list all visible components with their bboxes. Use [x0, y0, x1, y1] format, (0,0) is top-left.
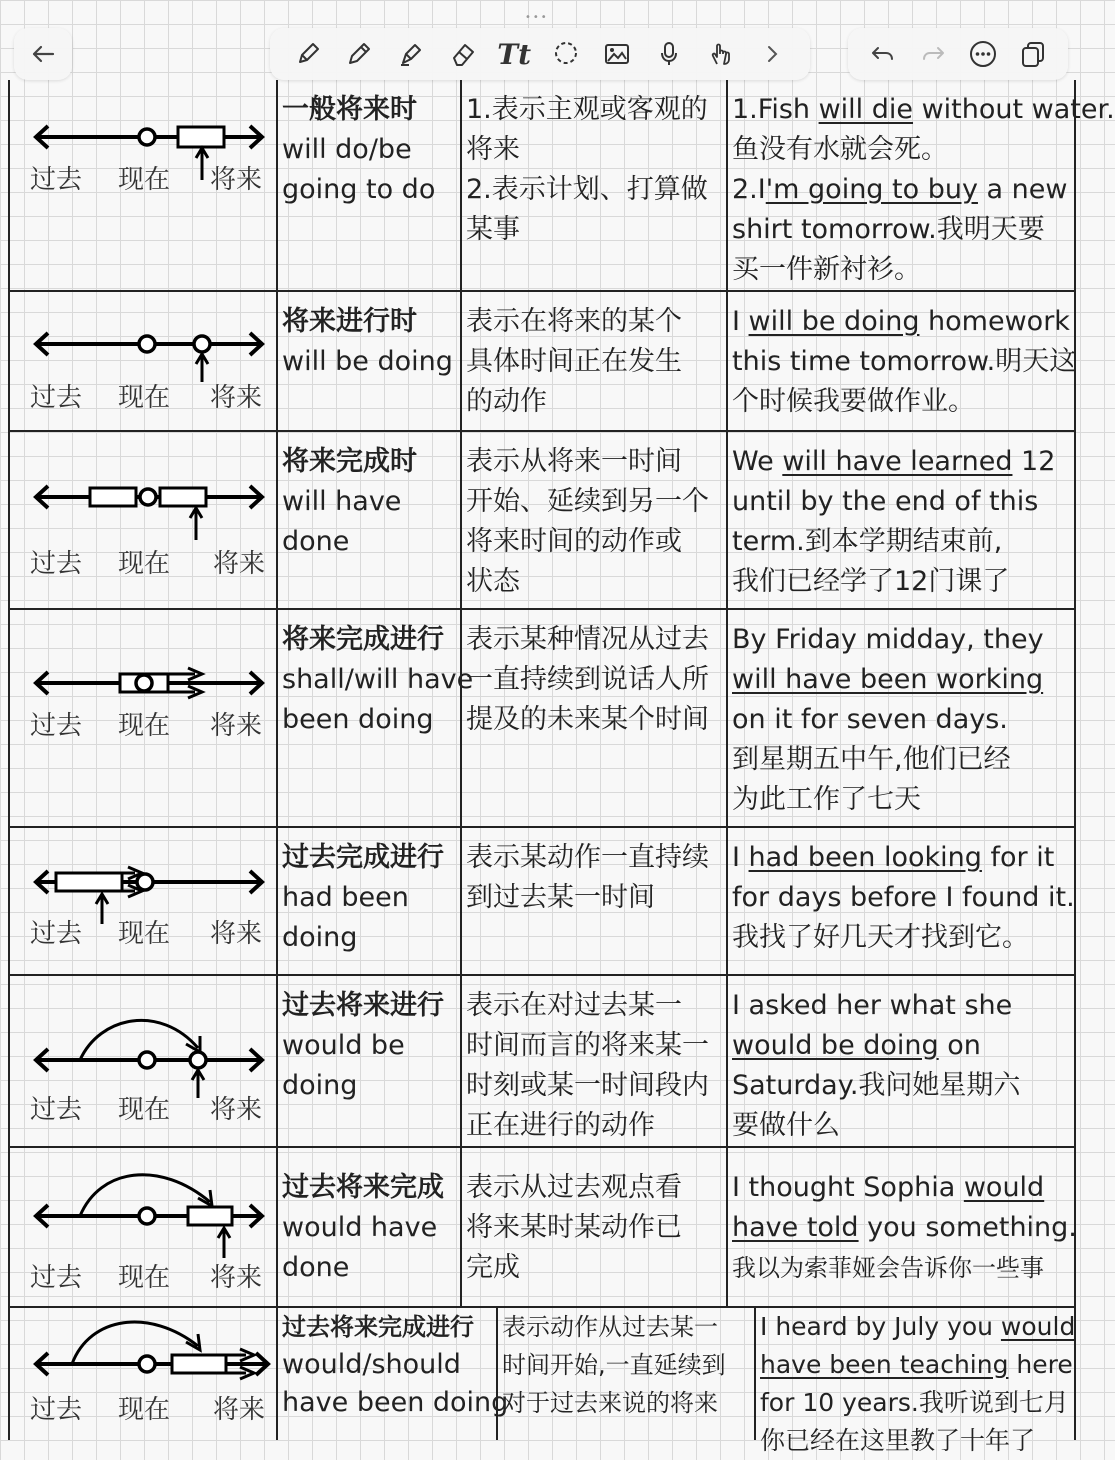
label-past: 过去	[30, 1263, 83, 1293]
tense-form: doing	[282, 1070, 358, 1101]
microphone-icon[interactable]	[652, 37, 686, 71]
tense-form: will be doing	[282, 346, 453, 377]
example-line: We will have learned 12	[732, 446, 1056, 477]
example-line: on it for seven days.	[732, 704, 1008, 735]
timeline-cell	[10, 828, 278, 974]
tense-name-cell	[278, 80, 462, 290]
tense-form: would have	[282, 1212, 438, 1243]
usage-line: 正在进行的动作	[466, 1110, 655, 1141]
tense-name: 过去将来完成进行	[282, 1313, 474, 1341]
example-line: for 10 years.我听说到七月	[760, 1388, 1069, 1417]
example-cell	[728, 610, 1074, 826]
example-cell	[728, 292, 1077, 430]
usage-line: 的动作	[466, 386, 547, 417]
usage-line: 某事	[466, 214, 520, 245]
example-line: Saturday.我问她星期六	[732, 1070, 1021, 1101]
example-cell	[728, 976, 1074, 1146]
timeline-cell	[10, 976, 278, 1146]
usage-line: 表示某种情况从过去	[466, 624, 709, 655]
redo-icon[interactable]	[916, 37, 950, 71]
usage-line: 时间开始,一直延续到	[502, 1351, 726, 1379]
tense-name: 过去完成进行	[282, 842, 444, 873]
usage-line: 表示在对过去某一	[466, 990, 682, 1021]
image-icon[interactable]	[600, 37, 634, 71]
table-row	[10, 1148, 1077, 1308]
label-now: 现在	[118, 919, 171, 949]
table-row	[10, 610, 1074, 828]
tense-form: going to do	[282, 174, 436, 205]
label-past: 过去	[30, 1395, 83, 1425]
usage-cell	[462, 610, 728, 826]
timeline-diagram	[10, 1156, 278, 1266]
example-line: I thought Sophia would	[732, 1172, 1045, 1203]
label-now: 现在	[118, 383, 171, 413]
highlighter-icon[interactable]	[394, 37, 428, 71]
example-line: 2.I'm going to buy a new	[732, 174, 1068, 205]
usage-line: 完成	[466, 1252, 520, 1283]
example-line: have been teaching here	[760, 1350, 1073, 1379]
usage-line: 1.表示主观或客观的	[466, 94, 708, 125]
label-now: 现在	[118, 165, 171, 195]
usage-line: 表示从过去观点看	[466, 1172, 682, 1203]
tense-form: done	[282, 526, 350, 557]
label-past: 过去	[30, 919, 83, 949]
label-future: 将来	[210, 919, 263, 949]
label-now: 现在	[118, 1095, 171, 1125]
tense-name-cell	[278, 432, 462, 608]
example-line: I will be doing homework	[732, 306, 1070, 337]
label-past: 过去	[30, 1095, 83, 1125]
usage-line: 表示在将来的某个	[466, 306, 682, 337]
usage-cell	[462, 828, 728, 974]
usage-cell	[462, 80, 728, 290]
usage-line: 开始、延续到另一个	[466, 486, 709, 517]
example-line: term.到本学期结束前,	[732, 526, 1003, 557]
usage-line: 提及的未来某个时间	[466, 704, 709, 735]
lasso-icon[interactable]	[549, 37, 583, 71]
tense-name-cell	[278, 976, 462, 1146]
document-actions	[848, 28, 1068, 80]
tense-name: 一般将来时	[282, 94, 417, 125]
example-line: I asked her what she	[732, 990, 1013, 1021]
tense-form: will do/be	[282, 134, 412, 165]
eraser-icon[interactable]	[446, 37, 480, 71]
example-line: shirt tomorrow.我明天要	[732, 214, 1045, 245]
example-line: 我以为索菲娅会告诉你一些事	[732, 1254, 1044, 1282]
example-cell	[728, 1148, 1077, 1306]
usage-cell	[462, 976, 728, 1146]
example-line: I had been looking for it	[732, 842, 1055, 873]
example-cell	[728, 80, 1115, 290]
tense-name-cell	[278, 1308, 509, 1440]
pencil-icon[interactable]	[342, 37, 376, 71]
example-line: until by the end of this	[732, 486, 1039, 517]
example-line: 为此工作了七天	[732, 784, 921, 815]
example-line: 个时候我要做作业。	[732, 386, 975, 417]
timeline-cell	[10, 1148, 278, 1306]
example-cell	[756, 1308, 1076, 1455]
usage-cell	[462, 1148, 728, 1306]
tense-form: would be	[282, 1030, 405, 1061]
usage-line: 将来	[466, 134, 520, 165]
usage-line: 表示某动作一直持续	[466, 842, 709, 873]
usage-line: 2.表示计划、打算做	[466, 174, 708, 205]
text-icon[interactable]: Tt	[497, 37, 532, 71]
example-line: will have been working	[732, 664, 1044, 695]
usage-line: 时刻或某一时间段内	[466, 1070, 709, 1101]
tense-name: 过去将来完成	[282, 1172, 444, 1203]
usage-cell	[462, 292, 728, 430]
back-arrow-icon[interactable]	[26, 37, 60, 71]
example-line: 1.Fish will die without water.	[732, 94, 1115, 125]
example-line: 我们已经学了12门课了	[732, 566, 1010, 597]
label-future: 将来	[213, 1395, 266, 1425]
tense-name-cell	[278, 1148, 462, 1306]
usage-line: 具体时间正在发生	[466, 346, 682, 377]
example-line: I heard by July you would	[760, 1312, 1076, 1341]
tense-name-cell	[278, 610, 474, 826]
example-line: 你已经在这里教了十年了	[760, 1426, 1036, 1455]
example-line: this time tomorrow.明天这	[732, 346, 1077, 377]
tense-name-cell	[278, 828, 462, 974]
tense-form: had been	[282, 882, 409, 913]
touch-icon[interactable]	[704, 37, 738, 71]
timeline-cell	[10, 1308, 278, 1440]
tense-form: done	[282, 1252, 350, 1283]
tense-form: been doing	[282, 704, 434, 735]
usage-cell	[462, 432, 728, 608]
drag-grip-icon[interactable]: •••	[525, 12, 549, 23]
example-line: By Friday midday, they	[732, 624, 1044, 655]
label-past: 过去	[30, 549, 83, 579]
top-toolbar	[0, 0, 1080, 80]
usage-line: 对于过去来说的将来	[502, 1389, 718, 1417]
example-line: have told you something.	[732, 1212, 1077, 1243]
chevron-right-icon[interactable]	[755, 37, 789, 71]
label-future: 将来	[210, 1095, 263, 1125]
timeline-cell	[10, 610, 278, 826]
label-future: 将来	[210, 165, 263, 195]
usage-line: 表示动作从过去某一	[502, 1313, 718, 1341]
usage-line: 状态	[466, 566, 520, 597]
example-line: 要做什么	[732, 1110, 840, 1141]
usage-line: 时间而言的将来某一	[466, 1030, 709, 1061]
tense-name: 将来完成进行	[282, 624, 444, 655]
table-row	[10, 432, 1074, 610]
label-past: 过去	[30, 711, 83, 741]
tense-name: 将来进行时	[282, 306, 417, 337]
label-future: 将来	[213, 549, 266, 579]
table-row	[10, 828, 1074, 976]
example-line: 鱼没有水就会死。	[732, 134, 948, 165]
usage-line: 将来某时某动作已	[466, 1212, 682, 1243]
label-now: 现在	[118, 1395, 171, 1425]
label-future: 将来	[210, 711, 263, 741]
copy-icon[interactable]	[1016, 37, 1050, 71]
usage-line: 到过去某一时间	[466, 882, 655, 913]
label-past: 过去	[30, 165, 83, 195]
tense-name: 过去将来进行	[282, 990, 444, 1021]
table-row	[10, 976, 1074, 1148]
label-future: 将来	[210, 1263, 263, 1293]
table-row	[10, 1308, 1076, 1455]
usage-line: 一直持续到说话人所	[466, 664, 709, 695]
timeline-cell	[10, 292, 278, 430]
tense-form: shall/will have	[282, 664, 474, 695]
drawing-tools	[270, 28, 810, 80]
example-line: 买一件新衬衫。	[732, 254, 921, 285]
tense-name: 将来完成时	[282, 446, 417, 477]
table-row	[10, 292, 1077, 432]
usage-cell	[498, 1308, 756, 1440]
label-now: 现在	[118, 549, 171, 579]
example-line: for days before I found it.	[732, 882, 1075, 913]
table-row	[10, 80, 1115, 292]
tense-form: would/should	[282, 1349, 461, 1380]
label-now: 现在	[118, 1263, 171, 1293]
back-group	[14, 28, 72, 80]
tense-table	[8, 80, 1115, 1455]
example-cell	[728, 828, 1074, 974]
label-future: 将来	[210, 383, 263, 413]
more-icon[interactable]	[966, 37, 1000, 71]
usage-line: 将来时间的动作或	[466, 526, 682, 557]
timeline-cell	[10, 432, 278, 608]
label-now: 现在	[118, 711, 171, 741]
example-cell	[728, 432, 1074, 608]
pen-icon[interactable]	[291, 37, 325, 71]
tense-form: will have	[282, 486, 402, 517]
example-line: 我找了好几天才找到它。	[732, 922, 1029, 953]
example-line: would be doing on	[732, 1030, 981, 1061]
usage-line: 表示从将来一时间	[466, 446, 682, 477]
example-line: 到星期五中午,他们已经	[732, 744, 1011, 775]
label-past: 过去	[30, 383, 83, 413]
tense-form: doing	[282, 922, 358, 953]
undo-icon[interactable]	[866, 37, 900, 71]
timeline-cell	[10, 80, 278, 290]
tense-name-cell	[278, 292, 462, 430]
tense-form: have been doing	[282, 1387, 509, 1418]
